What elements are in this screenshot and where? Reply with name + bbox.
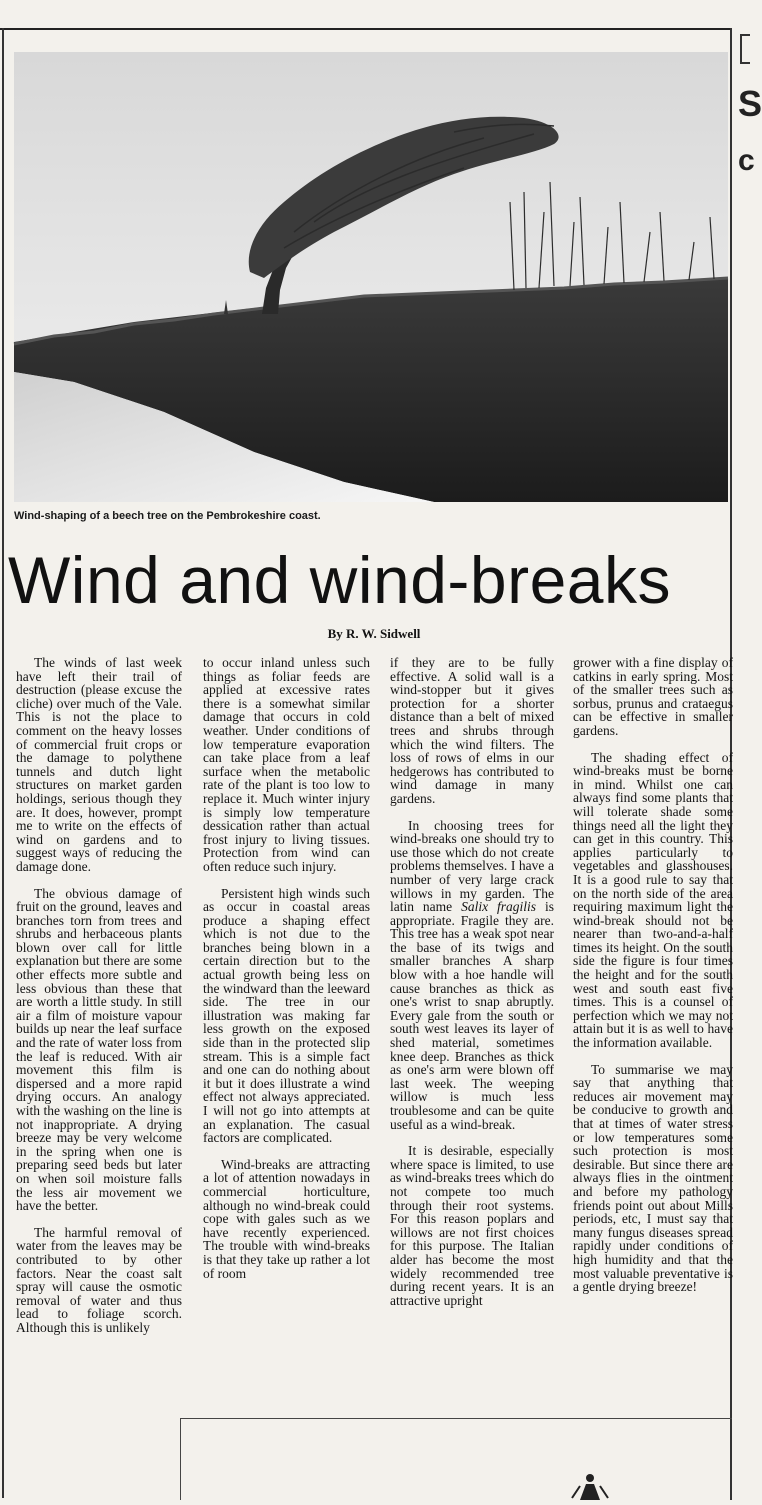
article-paragraph: to occur inland unless such things as foliar feeds are applied at excessive rates there is a somewhat similar damage that occurs in cold weather. Under conditions of low temperature evaporation can take place from a leaf surface when the metabolic rate of the plant is too low to replace it. Much winter injury is simply low temperature dessication rather than actual frost injury to living tissues. Protection from wind can often reduce such injury.	[203, 655, 370, 874]
headline: Wind and wind-breaks	[8, 543, 671, 617]
adjacent-headline-fragment: c	[738, 144, 755, 177]
article-column-3	[390, 656, 554, 1320]
article-paragraph: The harmful removal of water from the leaves may be contributed to by other factors. Near the coast salt spray will cause the osmotic removal of water and thus lead to foliage scorch. Although this is unlikely	[16, 1224, 182, 1335]
article-paragraph: It is desirable, especially where space is limited, to use as wind-breaks trees which do not compete too much through their root systems. For this reason poplars and willows are not first choices for this purpose. The Italian alder has become the most widely recommended tree during recent years. It is an attractive upright	[390, 1143, 554, 1308]
article-paragraph: Persistent high winds such as occur in coastal areas produce a shaping effect which is not due to the branches being blown in a certain direction but to the actual growth being less on the windward than the leeward side. The tree in our illustration was making far less growth on the exposed side than in the protected slip stream. This is a simple fact and one can do nothing about it but it does illustrate a wind effect not always appreciated. I will not go into attempts at an explanation. The casual factors are complicated.	[203, 885, 370, 1146]
article-paragraph: if they are to be fully effective. A solid wall is a wind-stopper but it gives protection for a shorter distance than a belt of mixed trees and shrubs through which the wind filters. The loss of rows of elms in our hedgerows has contributed to wind damage in many gardens.	[390, 655, 554, 806]
gardening-logo-icon	[566, 1472, 614, 1505]
article-column-1	[16, 656, 182, 1348]
beech-tree-photo	[14, 52, 728, 502]
article-paragraph: The winds of last week have left their trail of destruction (please excuse the cliche) over much of the Vale. This is not the place to comment on the heavy losses of commercial fruit crops or the damage to polythene tunnels and dutch light structures on market garden holdings, serious though they are. It does, however, prompt me to write on the effects of wind on gardens and to suggest ways of reducing the damage done.	[16, 655, 182, 874]
adjacent-column-box	[740, 34, 750, 64]
bottom-divider-rule	[180, 1418, 181, 1500]
left-border-rule	[2, 28, 4, 1498]
article-paragraph: To summarise we may say that anything that reduces air movement may be conducive to growth and that at times of water stress or low temperatures some such protection is most desirable. But since there are always flies in the ointment and before my pathology friends point out about Mills periods, etc, I must say that many fungus diseases spread rapidly under conditions of high humidity and that the most valuable preventative is a gentle drying breeze!	[573, 1061, 733, 1295]
article-column-4	[573, 656, 733, 1307]
bottom-border-rule	[180, 1418, 732, 1419]
article-column-2	[203, 656, 370, 1293]
article-paragraph: grower with a fine display of catkins in early spring. Most of the smaller trees such as sorbus, prunus and crataegus can be effective in smaller gardens.	[573, 655, 733, 738]
article-paragraph: Wind-breaks are attracting a lot of attention nowadays in commercial horticulture, although no wind-break could cope with gales such as we have recently experienced. The trouble with wind-breaks is that they take up rather a lot of room	[203, 1156, 370, 1281]
article-paragraph: In choosing trees for wind-breaks one should try to use those which do not create problems themselves. I have a number of very large crack willows in my garden. The latin name Salix fragilis is appropriate. Fragile they are. This tree has a weak spot near the base of its twigs and smaller branches A sharp blow with a hoe handle will cause branches as thick as one's wrist to snap abruptly. Every gale from the south or south west leaves its layer of shed material, sometimes knee deep. Branches as thick as one's arm were blown off last week. The weeping willow is much less troublesome and can be quite useful as a wind-break.	[390, 817, 554, 1132]
article-paragraph: The shading effect of wind-breaks must be borne in mind. Whilst one can always find some plants that will tolerate shade some things need all the light they can get in this country. This applies particularly to vegetables and glasshouses. It is a good rule to say that on the north side of the area requiring maximum light the wind-break should not be nearer than two-and-a-half times its height. On the south side the figure is four times the height and for the south west and south east five times. This is a counsel of perfection which we may not attain but it is as well to have the information available.	[573, 749, 733, 1051]
adjacent-headline-fragment: S	[738, 83, 762, 124]
top-border-rule	[0, 28, 732, 30]
article-paragraph: The obvious damage of fruit on the ground, leaves and branches torn from trees and shrubs and herbaceous plants blown over call for little explanation but there are some other effects more subtle and less obvious than these that are worth a little study. In still air a film of moisture vapour builds up near the leaf surface and the rate of water loss from the leaf is reduced. With air movement this film is dispersed and a more rapid drying occurs. An analogy with the washing on the line is not inappropriate. A drying breeze may be very welcome in the spring when one is preparing seed beds but later on when soil moisture falls the less air movement we have the better.	[16, 885, 182, 1214]
byline: By R. W. Sidwell	[327, 626, 421, 641]
photo-caption: Wind-shaping of a beech tree on the Pembrokeshire coast.	[14, 510, 321, 522]
latin-name: Salix fragilis	[461, 899, 537, 915]
